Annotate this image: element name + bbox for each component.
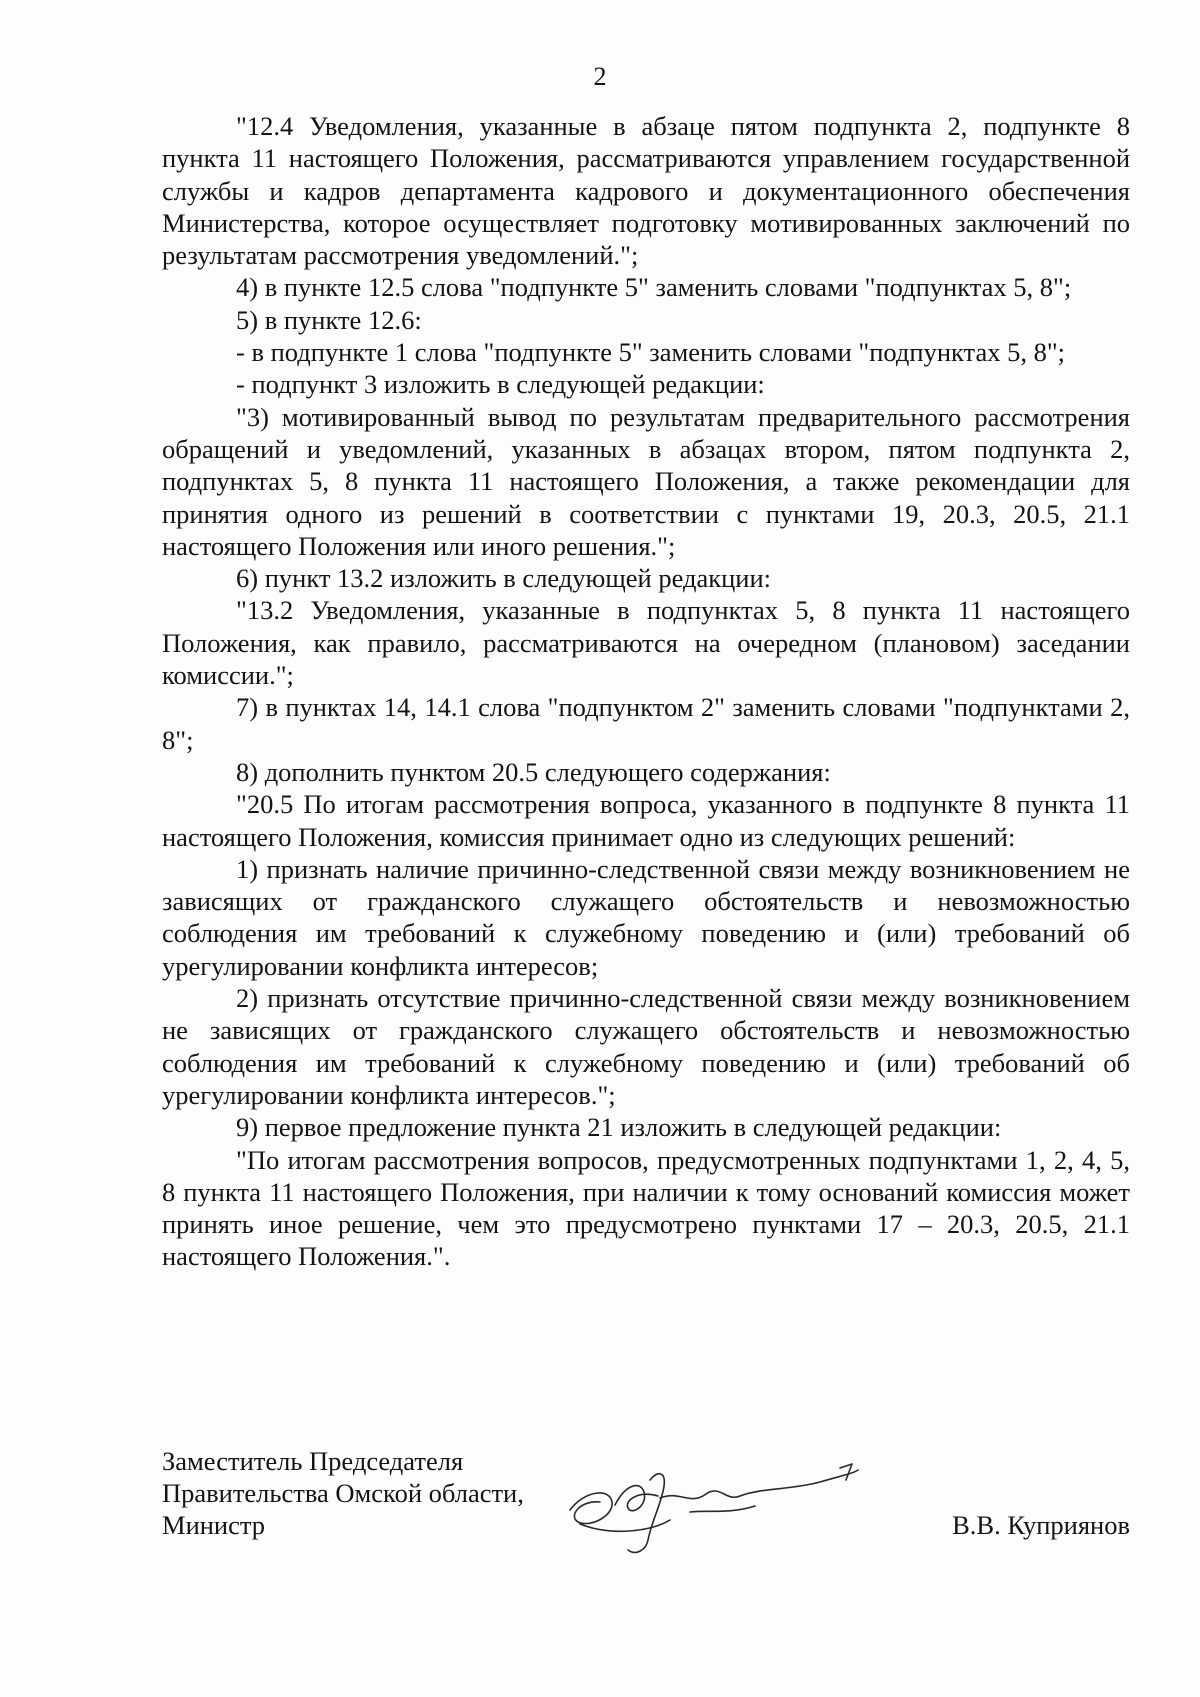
document-body xyxy=(162,110,1130,1273)
paragraph: 1) признать наличие причинно-следственной связи между возникновением не зависящих от гражданского служащего обстоятельств и невозможностью соблюдения им требований к служебному поведению и (или) требований об урегулировании конфликта интересов; xyxy=(162,853,1130,981)
paragraph: 6) пункт 13.2 изложить в следующей редакции: xyxy=(236,563,772,594)
signatory-position-line: Правительства Омской области, xyxy=(162,1478,524,1508)
page-number: 2 xyxy=(593,62,607,91)
paragraph: - в подпункте 1 слова "подпункте 5" заменить словами "подпунктах 5, 8"; xyxy=(236,337,1066,368)
paragraph: "13.2 Уведомления, указанные в подпунктах 5, 8 пункта 11 настоящего Положения, как правило, рассматриваются на очередном (плановом) заседании комиссии."; xyxy=(162,595,1130,691)
paragraph: "12.4 Уведомления, указанные в абзаце пятом подпункта 2, подпункте 8 пункта 11 настоящего Положения, рассматриваются управлением государственной службы и кадров департамента кадрового и документационного обеспечения Министерства, которое осуществляет подготовку мотивированных заключений по результатам рассмотрения уведомлений."; xyxy=(162,111,1130,271)
signatory-position-line: Министр xyxy=(162,1510,266,1540)
signatory-name: В.В. Куприянов xyxy=(952,1510,1130,1540)
paragraph: "По итогам рассмотрения вопросов, предусмотренных подпунктами 1, 2, 4, 5, 8 пункта 11 настоящего Положения, при наличии к тому оснований комиссия может принять иное решение, чем это предусмотрено пунктами 17 – 20.3, 20.5, 21.1 настоящего Положения.". xyxy=(162,1144,1130,1272)
paragraph: "20.5 По итогам рассмотрения вопроса, указанного в подпункте 8 пункта 11 настоящего Положения, комиссия принимает одно из следующих решений: xyxy=(162,789,1130,852)
paragraph: - подпункт 3 изложить в следующей редакции: xyxy=(236,369,765,400)
paragraph: 2) признать отсутствие причинно-следственной связи между возникновением не зависящих от гражданского служащего обстоятельств и невозможностью соблюдения им требований к служебному поведению и (или) требований об урегулировании конфликта интересов."; xyxy=(162,983,1130,1110)
paragraph: 7) в пунктах 14, 14.1 слова "подпунктом 2" заменить словами "подпунктами 2, 8"; xyxy=(162,692,1130,755)
handwritten-signature-icon xyxy=(540,1450,890,1570)
paragraph: 8) дополнить пунктом 20.5 следующего содержания: xyxy=(236,756,831,787)
paragraph: 4) в пункте 12.5 слова "подпункте 5" заменить словами "подпунктах 5, 8"; xyxy=(236,272,1072,303)
paragraph: 9) первое предложение пункта 21 изложить в следующей редакции: xyxy=(236,1112,1002,1143)
signatory-position-line: Заместитель Председателя xyxy=(162,1446,464,1476)
paragraph: 5) в пункте 12.6: xyxy=(236,304,422,335)
paragraph: "3) мотивированный вывод по результатам предварительного рассмотрения обращений и уведомлений, указанных в абзацах втором, пятом подпункта 2, подпунктах 5, 8 пункта 11 настоящего Положения, а также рекомендации для принятия одного из решений в соответствии с пунктами 19, 20.3, 20.5, 21.1 настоящего Положения или иного решения."; xyxy=(162,401,1130,561)
